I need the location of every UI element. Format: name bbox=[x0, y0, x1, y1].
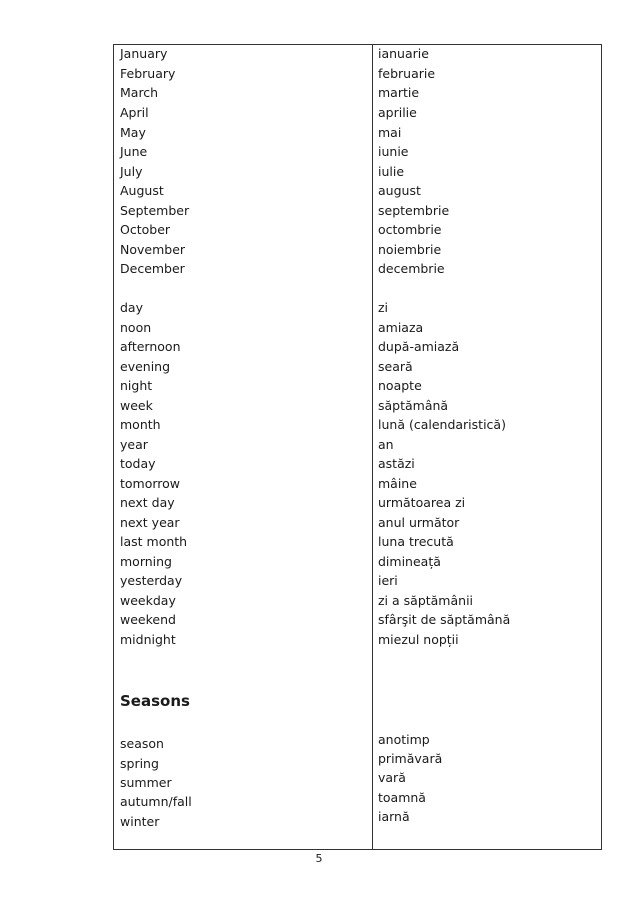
english-term-row: evening bbox=[120, 359, 171, 374]
english-term-row: January bbox=[120, 46, 168, 61]
english-term-row: March bbox=[120, 85, 159, 100]
romanian-season-row: iarnă bbox=[378, 809, 410, 824]
romanian-term-row: noapte bbox=[378, 378, 422, 393]
romanian-term-row: iulie bbox=[378, 164, 405, 179]
romanian-term-row: zi a săptămânii bbox=[378, 593, 474, 608]
romanian-term-row: septembrie bbox=[378, 203, 450, 218]
english-term-row: night bbox=[120, 378, 153, 393]
column-divider bbox=[372, 44, 373, 850]
english-term-row: May bbox=[120, 125, 146, 140]
romanian-term-row: anul următor bbox=[378, 515, 460, 530]
romanian-term-row: mai bbox=[378, 125, 402, 140]
romanian-term-row: luna trecută bbox=[378, 534, 454, 549]
english-term-row: June bbox=[120, 144, 148, 159]
english-term-row: September bbox=[120, 203, 190, 218]
english-term-row: year bbox=[120, 437, 148, 452]
romanian-term-row: lună (calendaristică) bbox=[378, 417, 506, 432]
english-term-row: August bbox=[120, 183, 164, 198]
romanian-term-row: zi bbox=[378, 300, 389, 315]
english-term-row: weekend bbox=[120, 612, 176, 627]
english-term-row: week bbox=[120, 398, 153, 413]
romanian-term-row: seară bbox=[378, 359, 413, 374]
romanian-term-row: decembrie bbox=[378, 261, 445, 276]
romanian-term-row: după-amiază bbox=[378, 339, 460, 354]
romanian-season-row: vară bbox=[378, 770, 406, 785]
romanian-term-row: miezul nopții bbox=[378, 632, 459, 647]
seasons-heading: Seasons bbox=[120, 692, 190, 710]
english-term-row: yesterday bbox=[120, 573, 183, 588]
english-term-row: last month bbox=[120, 534, 188, 549]
romanian-term-row: dimineață bbox=[378, 554, 441, 569]
english-term-row: day bbox=[120, 300, 143, 315]
romanian-term-row: februarie bbox=[378, 66, 436, 81]
english-term-row: noon bbox=[120, 320, 152, 335]
english-term-row: tomorrow bbox=[120, 476, 181, 491]
english-term-row: month bbox=[120, 417, 161, 432]
romanian-term-row: iunie bbox=[378, 144, 409, 159]
english-term-row: next year bbox=[120, 515, 180, 530]
romanian-season-row: primăvară bbox=[378, 751, 443, 766]
english-season-row: autumn/fall bbox=[120, 794, 192, 809]
romanian-term-row: săptămână bbox=[378, 398, 449, 413]
english-term-row: April bbox=[120, 105, 149, 120]
english-term-row: July bbox=[120, 164, 143, 179]
romanian-term-row: amiaza bbox=[378, 320, 424, 335]
romanian-term-row: sfârşit de săptămână bbox=[378, 612, 511, 627]
english-term-row: December bbox=[120, 261, 185, 276]
english-season-row: winter bbox=[120, 814, 160, 829]
romanian-term-row: mâine bbox=[378, 476, 417, 491]
romanian-term-row: următoarea zi bbox=[378, 495, 466, 510]
english-season-row: summer bbox=[120, 775, 172, 790]
english-season-row: spring bbox=[120, 756, 159, 771]
romanian-term-row: ianuarie bbox=[378, 46, 429, 61]
romanian-season-row: toamnă bbox=[378, 790, 426, 805]
romanian-term-row: aprilie bbox=[378, 105, 417, 120]
romanian-term-row: martie bbox=[378, 85, 420, 100]
english-season-row: season bbox=[120, 736, 164, 751]
romanian-term-row: noiembrie bbox=[378, 242, 442, 257]
english-term-row: February bbox=[120, 66, 176, 81]
page-number: 5 bbox=[315, 852, 323, 865]
english-term-row: morning bbox=[120, 554, 172, 569]
romanian-term-row: octombrie bbox=[378, 222, 442, 237]
english-term-row: today bbox=[120, 456, 156, 471]
romanian-season-row: anotimp bbox=[378, 732, 430, 747]
romanian-term-row: an bbox=[378, 437, 394, 452]
romanian-term-row: astăzi bbox=[378, 456, 415, 471]
english-term-row: midnight bbox=[120, 632, 176, 647]
english-term-row: October bbox=[120, 222, 171, 237]
english-term-row: weekday bbox=[120, 593, 176, 608]
romanian-term-row: august bbox=[378, 183, 421, 198]
english-term-row: next day bbox=[120, 495, 175, 510]
english-term-row: November bbox=[120, 242, 186, 257]
romanian-term-row: ieri bbox=[378, 573, 398, 588]
vocabulary-table bbox=[113, 44, 602, 850]
english-term-row: afternoon bbox=[120, 339, 181, 354]
